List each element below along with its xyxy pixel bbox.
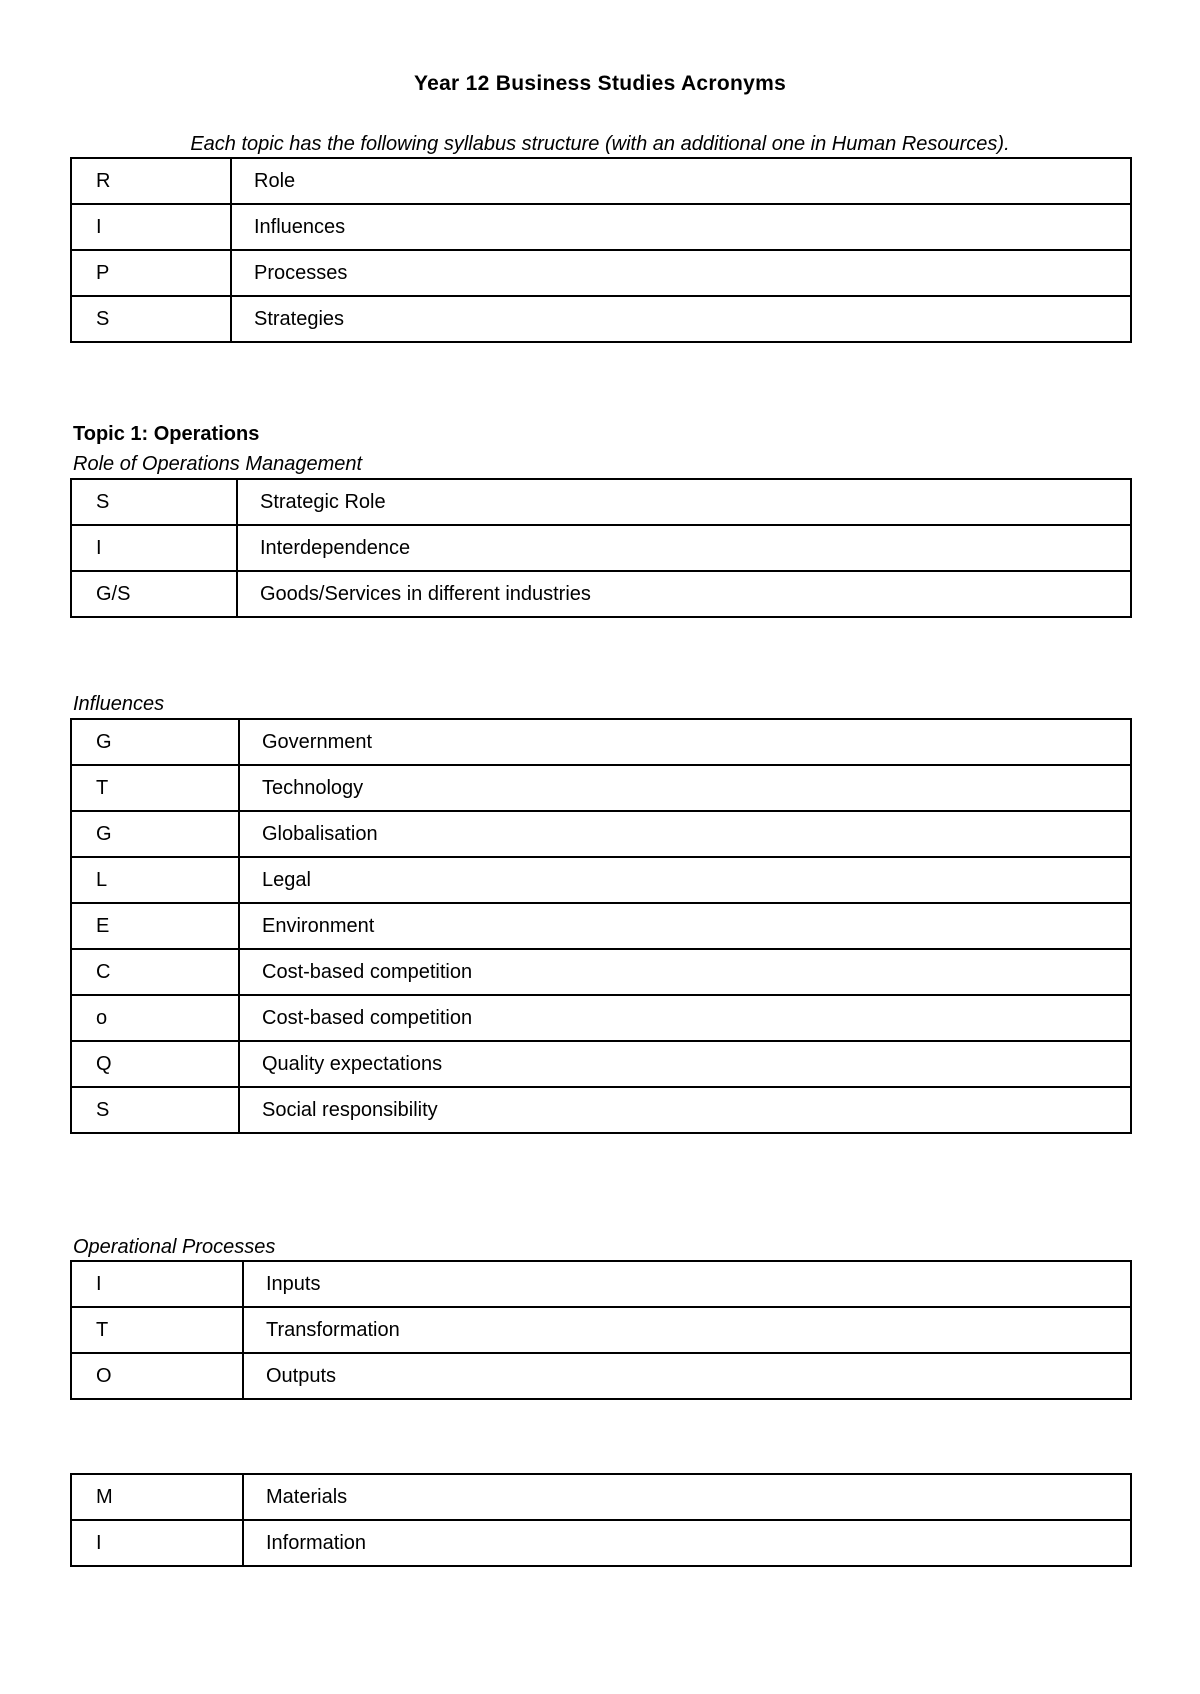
acronym-meaning: Strategies bbox=[231, 296, 1131, 342]
acronym-meaning: Legal bbox=[239, 857, 1131, 903]
inputs-table bbox=[70, 1473, 1132, 1567]
acronym-letter: I bbox=[71, 204, 231, 250]
table-row bbox=[71, 296, 1131, 342]
acronym-letter: I bbox=[71, 1261, 243, 1307]
table-row bbox=[71, 811, 1131, 857]
acronym-letter: T bbox=[71, 1307, 243, 1353]
processes-table bbox=[70, 1260, 1132, 1400]
table-row bbox=[71, 719, 1131, 765]
acronym-letter: P bbox=[71, 250, 231, 296]
table-row bbox=[71, 1520, 1131, 1566]
acronym-letter: S bbox=[71, 1087, 239, 1133]
influences-subheading: Influences bbox=[73, 693, 165, 715]
acronym-letter: L bbox=[71, 857, 239, 903]
table-row bbox=[71, 949, 1131, 995]
table-row bbox=[71, 765, 1131, 811]
role-table bbox=[70, 478, 1132, 618]
table-row bbox=[71, 1307, 1131, 1353]
acronym-meaning: Inputs bbox=[243, 1261, 1131, 1307]
table-row bbox=[71, 1087, 1131, 1133]
table-row bbox=[71, 158, 1131, 204]
table-row bbox=[71, 525, 1131, 571]
table-row bbox=[71, 1353, 1131, 1399]
table-row bbox=[71, 204, 1131, 250]
intro-text: Each topic has the following syllabus structure (with an additional one in Human Resources). bbox=[190, 133, 1010, 155]
acronym-meaning: Strategic Role bbox=[237, 479, 1131, 525]
acronym-letter: R bbox=[71, 158, 231, 204]
acronym-meaning: Technology bbox=[239, 765, 1131, 811]
acronym-letter: G/S bbox=[71, 571, 237, 617]
acronym-meaning: Role bbox=[231, 158, 1131, 204]
acronym-letter: T bbox=[71, 765, 239, 811]
acronym-meaning: Information bbox=[243, 1520, 1131, 1566]
page-title: Year 12 Business Studies Acronyms bbox=[413, 72, 787, 95]
role-subheading: Role of Operations Management bbox=[73, 453, 363, 475]
acronym-letter: S bbox=[71, 296, 231, 342]
syllabus-structure-table bbox=[70, 157, 1132, 343]
acronym-meaning: Influences bbox=[231, 204, 1131, 250]
acronym-meaning: Materials bbox=[243, 1474, 1131, 1520]
table-row bbox=[71, 1474, 1131, 1520]
acronym-meaning: Cost-based competition bbox=[239, 995, 1131, 1041]
acronym-letter: E bbox=[71, 903, 239, 949]
table-row bbox=[71, 1261, 1131, 1307]
table-row bbox=[71, 479, 1131, 525]
acronym-letter: G bbox=[71, 811, 239, 857]
acronym-letter: o bbox=[71, 995, 239, 1041]
acronym-meaning: Processes bbox=[231, 250, 1131, 296]
table-row bbox=[71, 903, 1131, 949]
acronym-meaning: Government bbox=[239, 719, 1131, 765]
acronym-meaning: Transformation bbox=[243, 1307, 1131, 1353]
processes-subheading: Operational Processes bbox=[73, 1236, 276, 1258]
acronym-letter: C bbox=[71, 949, 239, 995]
table-row bbox=[71, 250, 1131, 296]
acronym-meaning: Social responsibility bbox=[239, 1087, 1131, 1133]
acronym-letter: I bbox=[71, 525, 237, 571]
acronym-letter: O bbox=[71, 1353, 243, 1399]
acronym-meaning: Interdependence bbox=[237, 525, 1131, 571]
acronym-meaning: Outputs bbox=[243, 1353, 1131, 1399]
influences-table bbox=[70, 718, 1132, 1134]
acronym-meaning: Globalisation bbox=[239, 811, 1131, 857]
acronym-letter: G bbox=[71, 719, 239, 765]
table-row bbox=[71, 995, 1131, 1041]
acronym-meaning: Goods/Services in different industries bbox=[237, 571, 1131, 617]
acronym-meaning: Quality expectations bbox=[239, 1041, 1131, 1087]
acronym-letter: S bbox=[71, 479, 237, 525]
table-row bbox=[71, 571, 1131, 617]
table-row bbox=[71, 857, 1131, 903]
acronym-letter: Q bbox=[71, 1041, 239, 1087]
table-row bbox=[71, 1041, 1131, 1087]
acronym-letter: I bbox=[71, 1520, 243, 1566]
acronym-meaning: Environment bbox=[239, 903, 1131, 949]
topic-heading: Topic 1: Operations bbox=[73, 423, 260, 445]
acronym-meaning: Cost-based competition bbox=[239, 949, 1131, 995]
acronym-letter: M bbox=[71, 1474, 243, 1520]
